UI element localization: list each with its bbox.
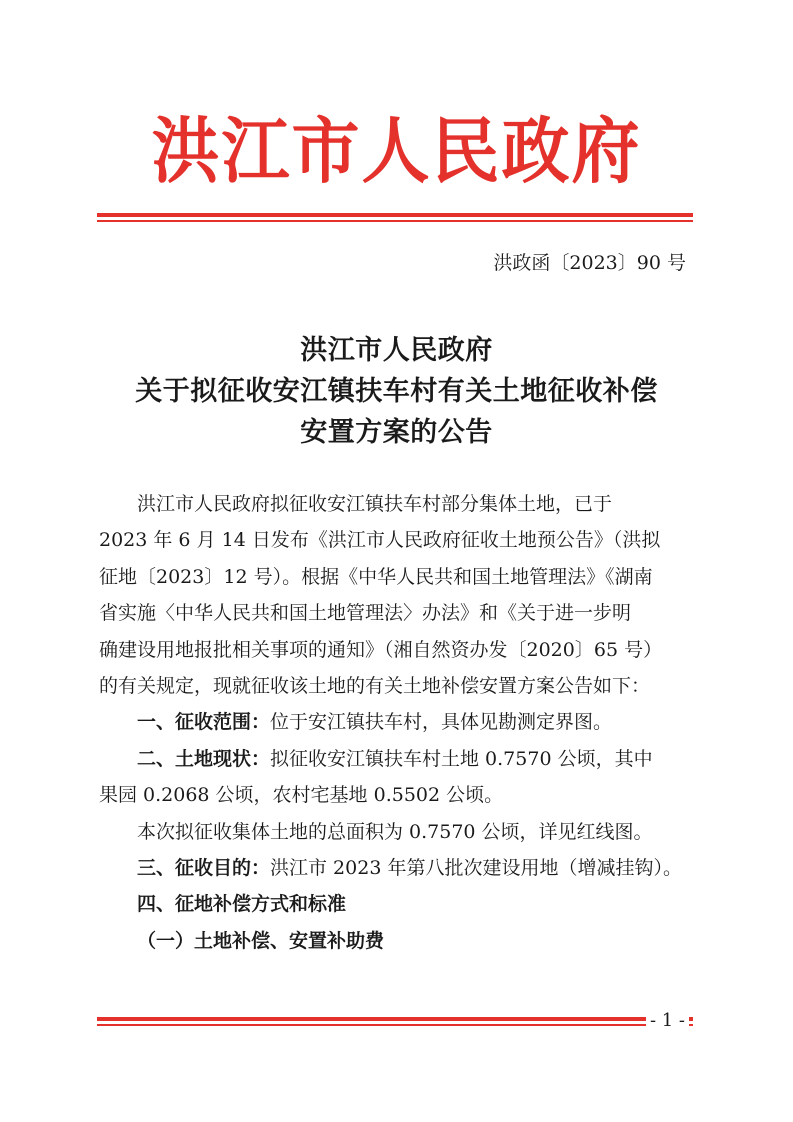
section-3 xyxy=(99,850,693,886)
section-1 xyxy=(99,704,693,740)
section-2-heading: 二、土地现状： xyxy=(137,747,271,770)
section-1-text: 位于安江镇扶车村，具体见勘测定界图。 xyxy=(270,711,613,734)
intro-line: 省实施〈中华人民共和国土地管理法〉办法》和《关于进一步明 xyxy=(99,602,632,625)
section-3-heading: 三、征收目的： xyxy=(137,857,271,880)
masthead-rule-thick xyxy=(97,213,693,217)
title-line-1: 洪江市人民政府 xyxy=(300,335,493,366)
section-3-text: 洪江市 2023 年第八批次建设用地（增减挂钩）。 xyxy=(270,857,682,880)
section-4-subheading-1: （一）土地补偿、安置补助费 xyxy=(137,929,385,952)
intro-line: 确建设用地报批相关事项的通知》（湘自然资办发〔2020〕65 号） xyxy=(99,638,663,661)
document-title xyxy=(0,330,793,453)
title-line-3: 安置方案的公告 xyxy=(300,417,493,448)
title-line-2: 关于拟征收安江镇扶车村有关土地征收补偿 xyxy=(135,376,658,407)
section-2-text: 拟征收安江镇扶车村土地 0.7570 公顷，其中 xyxy=(270,747,653,770)
document-number: 洪政函〔2023〕90 号 xyxy=(493,252,686,274)
page-number: - 1 - xyxy=(646,1012,689,1030)
intro-line: 2023 年 6 月 14 日发布《洪江市人民政府征收土地预公告》（洪拟 xyxy=(99,529,661,552)
section-1-heading: 一、征收范围： xyxy=(137,711,271,734)
footer-rule-thin xyxy=(97,1024,693,1026)
document-body xyxy=(99,486,693,959)
section-2-continuation: 果园 0.2068 公顷，农村宅基地 0.5502 公顷。 xyxy=(99,784,504,807)
section-2 xyxy=(99,741,693,777)
intro-line: 洪江市人民政府拟征收安江镇扶车村部分集体土地，已于 xyxy=(137,493,613,515)
section-4-heading: 四、征地补偿方式和标准 xyxy=(137,893,347,916)
section-2-total: 本次拟征收集体土地的总面积为 0.7570 公顷，详见红线图。 xyxy=(137,820,653,843)
footer-rule-thick xyxy=(97,1017,693,1021)
masthead-rule-thin xyxy=(97,220,693,222)
intro-line: 征地〔2023〕12 号）。根据《中华人民共和国土地管理法》《湖南 xyxy=(99,565,653,588)
masthead-org-title: 洪江市人民政府 xyxy=(151,110,642,194)
intro-line: 的有关规定，现就征收该土地的有关土地补偿安置方案公告如下： xyxy=(99,675,651,698)
